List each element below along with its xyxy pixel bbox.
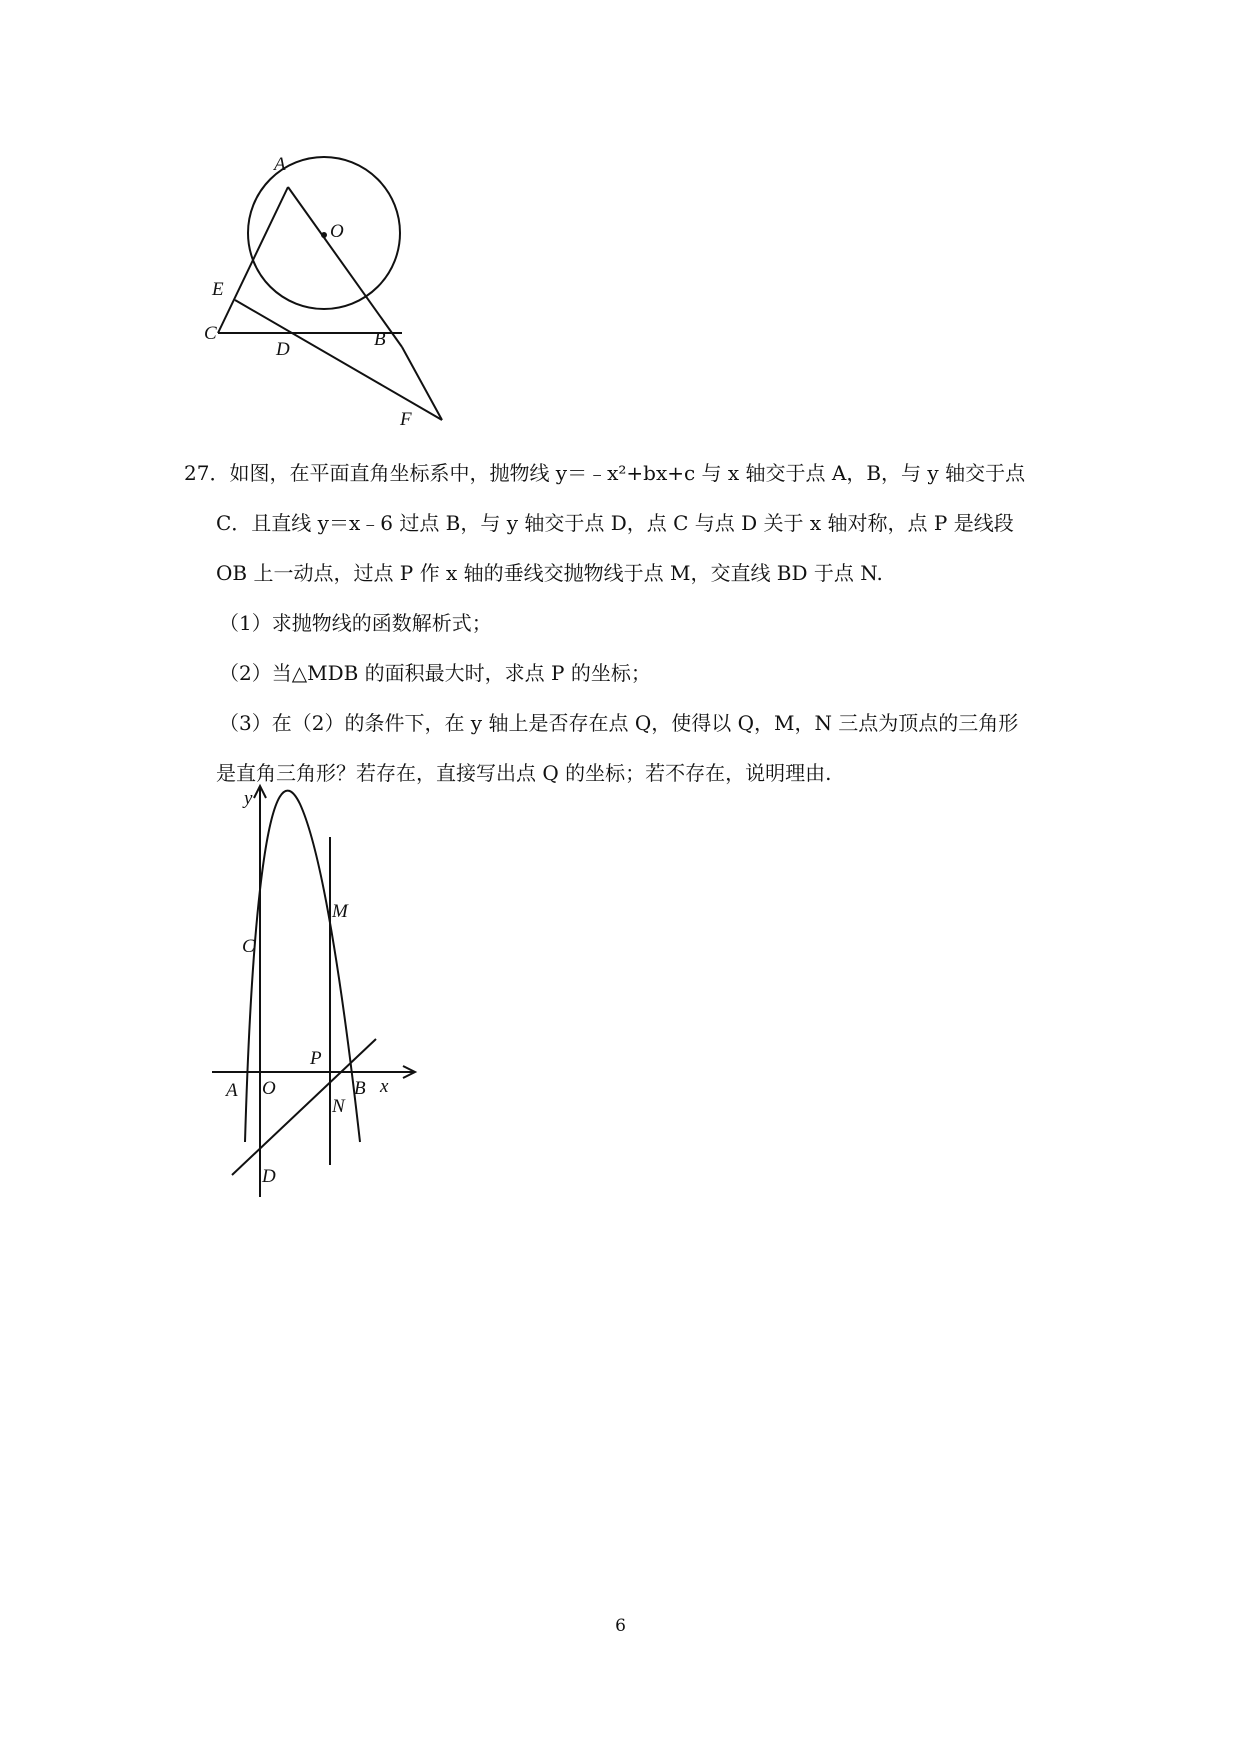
label-x: x [380,1076,389,1097]
label-b: B [354,1078,366,1099]
label-a: A [226,1080,238,1101]
page-number: 6 [615,1616,626,1636]
label-n: N [332,1096,345,1117]
center-point-o [321,232,327,238]
question-line-2: C．且直线 y＝x﹣6 过点 B，与 y 轴交于点 D，点 C 与点 D 关于 x 轴对称，点 P 是线段 [216,511,1014,535]
question-line-1: 27．如图，在平面直角坐标系中，抛物线 y＝﹣x²+bx+c 与 x 轴交于点 A，B，与 y 轴交于点 [184,461,1026,485]
label-d: D [262,1166,276,1187]
coordinate-figure-parabola [210,782,430,1202]
label-c: C [204,323,217,344]
question-27 [184,448,1064,798]
label-o: O [262,1078,276,1099]
label-d: D [276,339,290,360]
label-f: F [400,409,412,430]
label-y: y [244,788,253,809]
label-o: O [330,221,344,242]
question-part-3-line-1: （3）在（2）的条件下，在 y 轴上是否存在点 Q，使得以 Q，M，N 三点为顶点的三角形 [219,711,1019,735]
label-c: C [242,936,255,957]
label-m: M [332,901,348,922]
line-ef [235,300,442,420]
question-line-3: OB 上一动点，过点 P 作 x 轴的垂线交抛物线于点 M，交直线 BD 于点 N. [216,561,883,585]
label-b: B [374,329,386,350]
label-p: P [310,1048,322,1069]
line-ab [288,187,402,347]
question-part-3-line-2: 是直角三角形？若存在，直接写出点 Q 的坐标；若不存在，说明理由. [216,761,832,785]
label-a: A [274,154,286,175]
question-part-1: （1）求抛物线的函数解析式； [219,611,492,635]
question-part-2: （2）当△MDB 的面积最大时，求点 P 的坐标； [219,661,651,685]
line-bd [232,1039,376,1175]
geometry-figure-circle [204,154,475,435]
label-e: E [212,279,224,300]
